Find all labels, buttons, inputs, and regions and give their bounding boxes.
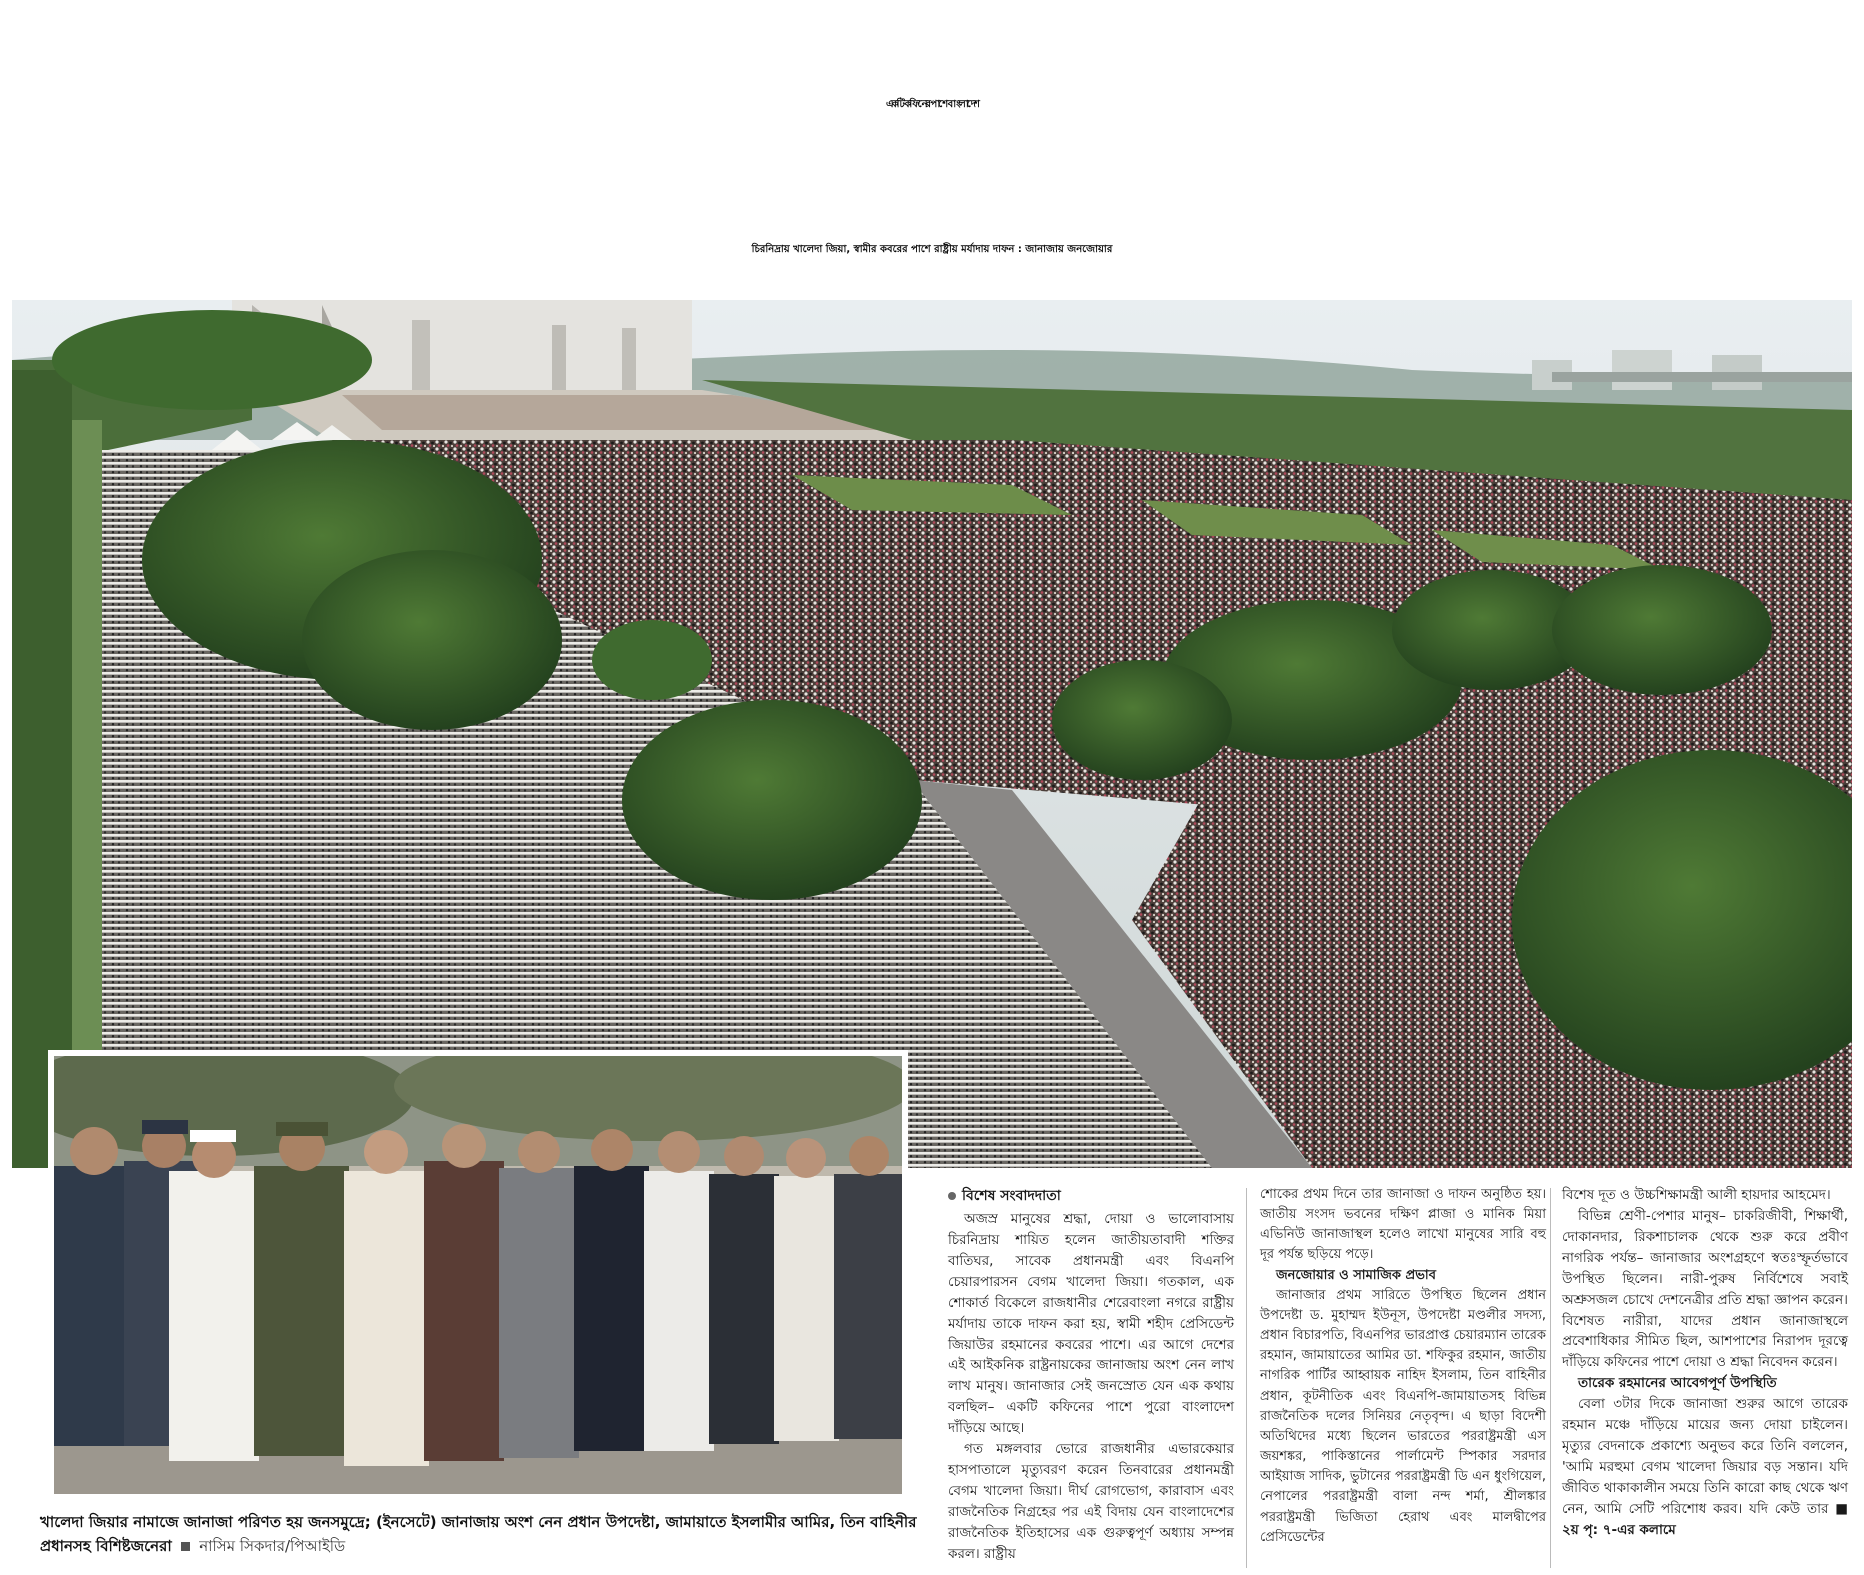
headline: একটি কফিনের পাশে বাংলাদেশ xyxy=(886,99,978,110)
column-divider xyxy=(1246,1188,1247,1568)
byline xyxy=(948,1185,1234,1207)
article-paragraph xyxy=(1562,1394,1848,1540)
article-paragraph: বিশেষ দূত ও উচ্চশিক্ষামন্ত্রী আলী হায়দার আহমেদ। xyxy=(1562,1187,1831,1203)
article-column-1 xyxy=(948,1185,1234,1565)
article-paragraph: বিভিন্ন শ্রেণী-পেশার মানুষ– চাকরিজীবী, শিক্ষার্থী, দোকানদার, রিকশাচালক থেকে শুরু করে প্রবীণ নাগরিক পর্যন্ত– জানাজার অংশগ্রহণে স্বতঃস্ফূর্তভাবে উপস্থিত ছিলেন। নারী-পুরুষ নির্বিশেষে সবাই অশ্রুসজল চোখে দেশনেত্রীর প্রতি শ্রদ্ধা জ্ঞাপন করেন। বিশেষত নারীরা, যাদের প্রধান জানাজাস্থলে প্রবেশাধিকার সীমিত ছিল, আশপাশের নিরাপদ দূরত্বে দাঁড়িয়ে কফিনের পাশে দোয়া ও শ্রদ্ধা নিবেদন করেন। xyxy=(1562,1207,1848,1371)
photo-credit: নাসিম সিকদার/পিআইডি xyxy=(199,1537,346,1555)
continued-link[interactable]: ■ ২য় পৃ: ৭-এর কলামে xyxy=(1562,1500,1848,1538)
article-paragraph-text: বেলা ৩টার দিকে জানাজা শুরুর আগে তারেক রহমান মঞ্চে দাঁড়িয়ে মায়ের জন্য দোয়া চাইলেন। মৃত্যুর বেদনাকে প্রকাশ্যে অনুভব করে তিনি বললেন, 'আমি মরহুমা বেগম খালেদা জিয়ার বড় সন্তান। যদি জীবিত থাকাকালীন সময়ে তিনি কারো কাছ থেকে ঋণ নেন, আমি সেটি পরিশোধ করব। যদি কেউ তার xyxy=(1562,1396,1848,1517)
article-column-2 xyxy=(1260,1185,1546,1548)
article-paragraph: জানাজার প্রথম সারিতে উপস্থিত ছিলেন প্রধান উপদেষ্টা ড. মুহাম্মদ ইউনূস, উপদেষ্টা মণ্ডলীর সদস্য, প্রধান বিচারপতি, বিএনপির ভারপ্রাপ্ত চেয়ারম্যান তারেক রহমান, জামায়াতের আমির ডা. শফিকুর রহমান, জাতীয় নাগরিক পার্টির আহ্বায়ক নাহিদ ইসলাম, তিন বাহিনীর প্রধান, কূটনীতিক এবং বিএনপি-জামায়াতসহ বিভিন্ন রাজনৈতিক দলের সিনিয়র নেতৃবৃন্দ। এ ছাড়া বিদেশী অতিথিদের মধ্যে ছিলেন ভারতের পররাষ্ট্রমন্ত্রী এস জয়শঙ্কর, পাকিস্তানের পার্লামেন্ট স্পিকার সরদার আইয়াজ সাদিক, ভুটানের পররাষ্ট্রমন্ত্রী ডি এন ধুংগিয়েল, নেপালের পররাষ্ট্রমন্ত্রী বালা নন্দ শর্মা, শ্রীলঙ্কার পররাষ্ট্রমন্ত্রী ভিজিতা হেরাথ এবং মালদ্বীপের প্রেসিডেন্টের xyxy=(1260,1287,1546,1545)
section-subhead: জনজোয়ার ও সামাজিক প্রভাব xyxy=(1276,1267,1436,1283)
article-paragraph: শোকের প্রথম দিনে তার জানাজা ও দাফন অনুষ্ঠিত হয়। জাতীয় সংসদ ভবনের দক্ষিণ প্লাজা ও মানিক মিয়া এভিনিউ জানাজাস্থল হলেও লাখো মানুষের সারি বহু দূর পর্যন্ত ছড়িয়ে পড়ে। xyxy=(1260,1187,1546,1263)
caption-text: খালেদা জিয়ার নামাজে জানাজা পরিণত হয় জনসমুদ্রে; (ইনসেটে) জানাজায় অংশ নেন প্রধান উপদেষ্টা, জামায়াতে ইসলামীর আমির, তিন বাহিনীর প্রধানসহ বিশিষ্টজনেরা xyxy=(40,1513,917,1555)
article-column-3 xyxy=(1562,1185,1848,1541)
byline-text: বিশেষ সংবাদদাতা xyxy=(962,1188,1061,1204)
inset-photo-dignitaries-prayer xyxy=(48,1050,908,1500)
photo-caption xyxy=(40,1510,920,1558)
column-divider xyxy=(1550,1188,1551,1568)
section-subhead: তারেক রহমানের আবেগপূর্ণ উপস্থিতি xyxy=(1578,1375,1777,1392)
subheadline: চিরনিদ্রায় খালেদা জিয়া, স্বামীর কবরের পাশে রাষ্ট্রীয় মর্যাদায় দাফন : জানাজায় জনজোয়ার xyxy=(751,244,1113,255)
credit-square-icon xyxy=(181,1542,190,1551)
article-paragraph: গত মঙ্গলবার ভোরে রাজধানীর এভারকেয়ার হাসপাতালে মৃত্যুবরণ করেন তিনবারের প্রধানমন্ত্রী বেগম খালেদা জিয়া। দীর্ঘ রোগভোগ, কারাবাস এবং রাজনৈতিক নিগ্রহের পর এই বিদায় যেন বাংলাদেশের রাজনৈতিক ইতিহাসের এক গুরুত্বপূর্ণ অধ্যায় সম্পন্ন করল। রাষ্ট্রীয় xyxy=(948,1441,1234,1562)
article-paragraph: অজস্র মানুষের শ্রদ্ধা, দোয়া ও ভালোবাসায় চিরনিদ্রায় শায়িত হলেন জাতীয়তাবাদী শক্তির বাতিঘর, সাবেক প্রধানমন্ত্রী এবং বিএনপি চেয়ারপারসন বেগম খালেদা জিয়া। গতকাল, এক শোকার্ত বিকেলে রাজধানীর শেরেবাংলা নগরে রাষ্ট্রীয় মর্যাদায় তাকে দাফন করা হয়, স্বামী শহীদ প্রেসিডেন্ট জিয়াউর রহমানের কবরের পাশে। এর আগে দেশের এই আইকনিক রাষ্ট্রনায়কের জানাজায় অংশ নেন লাখ লাখ মানুষ। জানাজার সেই জনস্রোত যেন এক কথায় বলছিল– একটি কফিনের পাশে পুরো বাংলাদেশ দাঁড়িয়ে আছে। xyxy=(948,1211,1234,1437)
byline-bullet-icon xyxy=(948,1192,956,1200)
main-photo-aerial-crowd xyxy=(12,300,1852,1168)
